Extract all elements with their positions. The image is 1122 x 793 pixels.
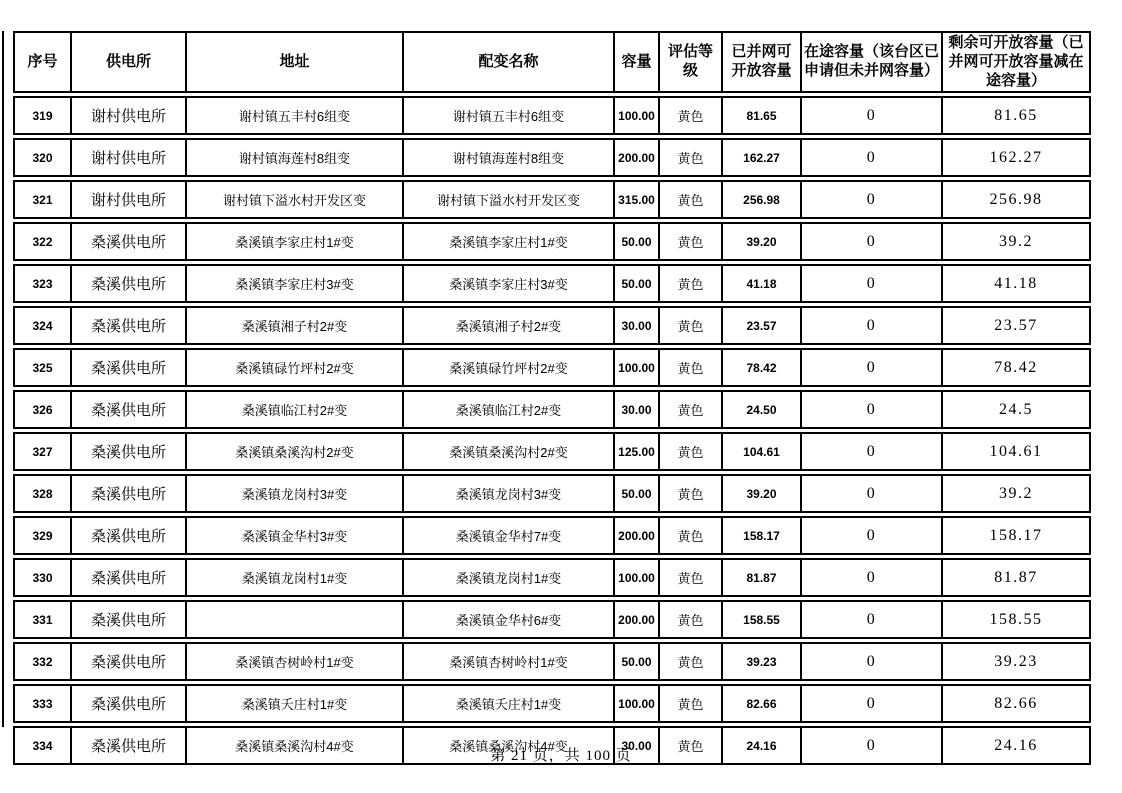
cell-station: 桑溪供电所	[70, 264, 185, 303]
cell-grade: 黄色	[658, 684, 721, 723]
cell-address: 桑溪镇李家庄村1#变	[185, 222, 402, 261]
cell-connected-open-capacity: 41.18	[721, 264, 800, 303]
cell-address	[185, 600, 402, 639]
cell-serial: 327	[13, 432, 70, 471]
cell-capacity: 50.00	[613, 474, 658, 513]
cell-capacity: 100.00	[613, 96, 658, 135]
cell-in-transit-capacity: 0	[800, 348, 941, 387]
cell-remaining-open-capacity: 39.2	[941, 474, 1091, 513]
cell-grade: 黄色	[658, 222, 721, 261]
column-header-grade: 评估等级	[658, 31, 721, 93]
cell-capacity: 30.00	[613, 390, 658, 429]
cell-capacity: 30.00	[613, 306, 658, 345]
cell-capacity: 200.00	[613, 600, 658, 639]
cell-transformer-name: 谢村镇五丰村6组变	[402, 96, 613, 135]
cell-transformer-name: 桑溪镇金华村6#变	[402, 600, 613, 639]
cell-transformer-name: 桑溪镇桑溪沟村2#变	[402, 432, 613, 471]
cell-remaining-open-capacity: 39.23	[941, 642, 1091, 681]
table-row	[13, 180, 1091, 219]
column-header-capacity: 容量	[613, 31, 658, 93]
page-number-footer: 第 21 页，共 100 页	[490, 748, 632, 764]
cell-in-transit-capacity: 0	[800, 474, 941, 513]
cell-capacity: 100.00	[613, 684, 658, 723]
cell-remaining-open-capacity: 39.2	[941, 222, 1091, 261]
cell-grade: 黄色	[658, 180, 721, 219]
cell-transformer-name: 桑溪镇夭庄村1#变	[402, 684, 613, 723]
cell-connected-open-capacity: 24.16	[721, 726, 800, 765]
cell-in-transit-capacity: 0	[800, 600, 941, 639]
cell-transformer-name: 桑溪镇龙岗村1#变	[402, 558, 613, 597]
cell-capacity: 100.00	[613, 348, 658, 387]
cell-transformer-name: 谢村镇下溢水村开发区变	[402, 180, 613, 219]
cell-connected-open-capacity: 39.23	[721, 642, 800, 681]
cell-remaining-open-capacity: 104.61	[941, 432, 1091, 471]
cell-address: 桑溪镇杏树岭村1#变	[185, 642, 402, 681]
cell-address: 谢村镇五丰村6组变	[185, 96, 402, 135]
cell-capacity: 50.00	[613, 222, 658, 261]
column-header-station: 供电所	[70, 31, 185, 93]
column-header-remaining-open-capacity: 剩余可开放容量（已并网可开放容量减在途容量）	[941, 31, 1091, 93]
cell-transformer-name: 桑溪镇碌竹坪村2#变	[402, 348, 613, 387]
cell-grade: 黄色	[658, 642, 721, 681]
cell-address: 桑溪镇夭庄村1#变	[185, 684, 402, 723]
cell-station: 谢村供电所	[70, 96, 185, 135]
cell-grade: 黄色	[658, 600, 721, 639]
cell-serial: 332	[13, 642, 70, 681]
cell-connected-open-capacity: 158.17	[721, 516, 800, 555]
cell-connected-open-capacity: 39.20	[721, 474, 800, 513]
cell-remaining-open-capacity: 256.98	[941, 180, 1091, 219]
cell-transformer-name: 谢村镇海莲村8组变	[402, 138, 613, 177]
cell-connected-open-capacity: 162.27	[721, 138, 800, 177]
cell-connected-open-capacity: 82.66	[721, 684, 800, 723]
column-header-transformer-name: 配变名称	[402, 31, 613, 93]
cell-station: 桑溪供电所	[70, 432, 185, 471]
cell-remaining-open-capacity: 158.55	[941, 600, 1091, 639]
column-header-in-transit-capacity: 在途容量（该台区已申请但未并网容量）	[800, 31, 941, 93]
cell-connected-open-capacity: 78.42	[721, 348, 800, 387]
cell-connected-open-capacity: 23.57	[721, 306, 800, 345]
cell-address: 桑溪镇桑溪沟村4#变	[185, 726, 402, 765]
column-header-serial: 序号	[13, 31, 70, 93]
cell-in-transit-capacity: 0	[800, 390, 941, 429]
cell-serial: 322	[13, 222, 70, 261]
cell-address: 桑溪镇临江村2#变	[185, 390, 402, 429]
cell-remaining-open-capacity: 23.57	[941, 306, 1091, 345]
cell-station: 桑溪供电所	[70, 474, 185, 513]
cell-remaining-open-capacity: 81.87	[941, 558, 1091, 597]
cell-serial: 328	[13, 474, 70, 513]
cell-station: 谢村供电所	[70, 138, 185, 177]
cell-in-transit-capacity: 0	[800, 96, 941, 135]
cell-capacity: 100.00	[613, 558, 658, 597]
cell-transformer-name: 桑溪镇桑溪沟村4#变	[402, 726, 613, 765]
cell-serial: 321	[13, 180, 70, 219]
cell-grade: 黄色	[658, 138, 721, 177]
cell-station: 桑溪供电所	[70, 516, 185, 555]
cell-remaining-open-capacity: 24.16	[941, 726, 1091, 765]
cell-grade: 黄色	[658, 558, 721, 597]
cell-connected-open-capacity: 256.98	[721, 180, 800, 219]
cell-connected-open-capacity: 104.61	[721, 432, 800, 471]
cell-transformer-name: 桑溪镇临江村2#变	[402, 390, 613, 429]
cell-transformer-name: 桑溪镇金华村7#变	[402, 516, 613, 555]
cell-remaining-open-capacity: 81.65	[941, 96, 1091, 135]
cell-serial: 323	[13, 264, 70, 303]
cell-address: 谢村镇海莲村8组变	[185, 138, 402, 177]
cell-connected-open-capacity: 158.55	[721, 600, 800, 639]
cell-grade: 黄色	[658, 474, 721, 513]
cell-station: 桑溪供电所	[70, 726, 185, 765]
cell-station: 桑溪供电所	[70, 558, 185, 597]
cell-grade: 黄色	[658, 432, 721, 471]
cell-remaining-open-capacity: 82.66	[941, 684, 1091, 723]
table-row	[13, 138, 1091, 177]
cell-remaining-open-capacity: 78.42	[941, 348, 1091, 387]
table-row	[13, 264, 1091, 303]
table-body	[13, 96, 1091, 765]
cell-station: 桑溪供电所	[70, 390, 185, 429]
cell-remaining-open-capacity: 41.18	[941, 264, 1091, 303]
cell-capacity: 30.00	[613, 726, 658, 765]
cell-in-transit-capacity: 0	[800, 180, 941, 219]
cell-grade: 黄色	[658, 96, 721, 135]
cell-serial: 330	[13, 558, 70, 597]
cell-in-transit-capacity: 0	[800, 558, 941, 597]
table-row	[13, 390, 1091, 429]
cell-grade: 黄色	[658, 306, 721, 345]
cell-remaining-open-capacity: 158.17	[941, 516, 1091, 555]
cell-transformer-name: 桑溪镇杏树岭村1#变	[402, 642, 613, 681]
cell-connected-open-capacity: 81.65	[721, 96, 800, 135]
cell-remaining-open-capacity: 162.27	[941, 138, 1091, 177]
cell-in-transit-capacity: 0	[800, 138, 941, 177]
cell-in-transit-capacity: 0	[800, 432, 941, 471]
table-row	[13, 348, 1091, 387]
table-row	[13, 306, 1091, 345]
cell-station: 桑溪供电所	[70, 348, 185, 387]
cell-address: 桑溪镇金华村3#变	[185, 516, 402, 555]
cell-capacity: 50.00	[613, 642, 658, 681]
table-row	[13, 474, 1091, 513]
cell-grade: 黄色	[658, 264, 721, 303]
cell-serial: 331	[13, 600, 70, 639]
table-row	[13, 222, 1091, 261]
cell-serial: 334	[13, 726, 70, 765]
cell-capacity: 200.00	[613, 138, 658, 177]
cell-station: 桑溪供电所	[70, 600, 185, 639]
cell-capacity: 50.00	[613, 264, 658, 303]
cell-serial: 325	[13, 348, 70, 387]
cell-capacity: 200.00	[613, 516, 658, 555]
cell-station: 桑溪供电所	[70, 222, 185, 261]
cell-address: 桑溪镇湘子村2#变	[185, 306, 402, 345]
cell-address: 桑溪镇桑溪沟村2#变	[185, 432, 402, 471]
cell-grade: 黄色	[658, 726, 721, 765]
table-row	[13, 642, 1091, 681]
cell-transformer-name: 桑溪镇湘子村2#变	[402, 306, 613, 345]
cell-connected-open-capacity: 39.20	[721, 222, 800, 261]
cell-address: 谢村镇下溢水村开发区变	[185, 180, 402, 219]
table-row	[13, 516, 1091, 555]
cell-in-transit-capacity: 0	[800, 222, 941, 261]
cell-in-transit-capacity: 0	[800, 726, 941, 765]
cell-serial: 319	[13, 96, 70, 135]
cell-serial: 324	[13, 306, 70, 345]
table-row	[13, 600, 1091, 639]
cell-serial: 320	[13, 138, 70, 177]
cell-connected-open-capacity: 81.87	[721, 558, 800, 597]
cell-in-transit-capacity: 0	[800, 306, 941, 345]
cell-serial: 333	[13, 684, 70, 723]
cell-connected-open-capacity: 24.50	[721, 390, 800, 429]
cell-remaining-open-capacity: 24.5	[941, 390, 1091, 429]
cell-in-transit-capacity: 0	[800, 684, 941, 723]
cell-in-transit-capacity: 0	[800, 516, 941, 555]
cell-serial: 329	[13, 516, 70, 555]
column-header-connected-open-capacity: 已并网可开放容量	[721, 31, 800, 93]
capacity-table	[13, 28, 1091, 768]
cell-address: 桑溪镇碌竹坪村2#变	[185, 348, 402, 387]
cell-station: 桑溪供电所	[70, 306, 185, 345]
cell-serial: 326	[13, 390, 70, 429]
table-header-row	[13, 31, 1091, 93]
cell-grade: 黄色	[658, 348, 721, 387]
cell-in-transit-capacity: 0	[800, 264, 941, 303]
column-header-address: 地址	[185, 31, 402, 93]
cell-address: 桑溪镇龙岗村1#变	[185, 558, 402, 597]
cell-transformer-name: 桑溪镇龙岗村3#变	[402, 474, 613, 513]
table-row	[13, 432, 1091, 471]
cell-station: 桑溪供电所	[70, 642, 185, 681]
cell-capacity: 315.00	[613, 180, 658, 219]
cell-transformer-name: 桑溪镇李家庄村1#变	[402, 222, 613, 261]
table-row	[13, 96, 1091, 135]
cell-capacity: 125.00	[613, 432, 658, 471]
table-outer-left-border	[2, 31, 4, 727]
cell-transformer-name: 桑溪镇李家庄村3#变	[402, 264, 613, 303]
cell-address: 桑溪镇龙岗村3#变	[185, 474, 402, 513]
table-row	[13, 684, 1091, 723]
cell-address: 桑溪镇李家庄村3#变	[185, 264, 402, 303]
cell-in-transit-capacity: 0	[800, 642, 941, 681]
cell-grade: 黄色	[658, 390, 721, 429]
cell-station: 谢村供电所	[70, 180, 185, 219]
cell-station: 桑溪供电所	[70, 684, 185, 723]
cell-grade: 黄色	[658, 516, 721, 555]
table-row	[13, 558, 1091, 597]
